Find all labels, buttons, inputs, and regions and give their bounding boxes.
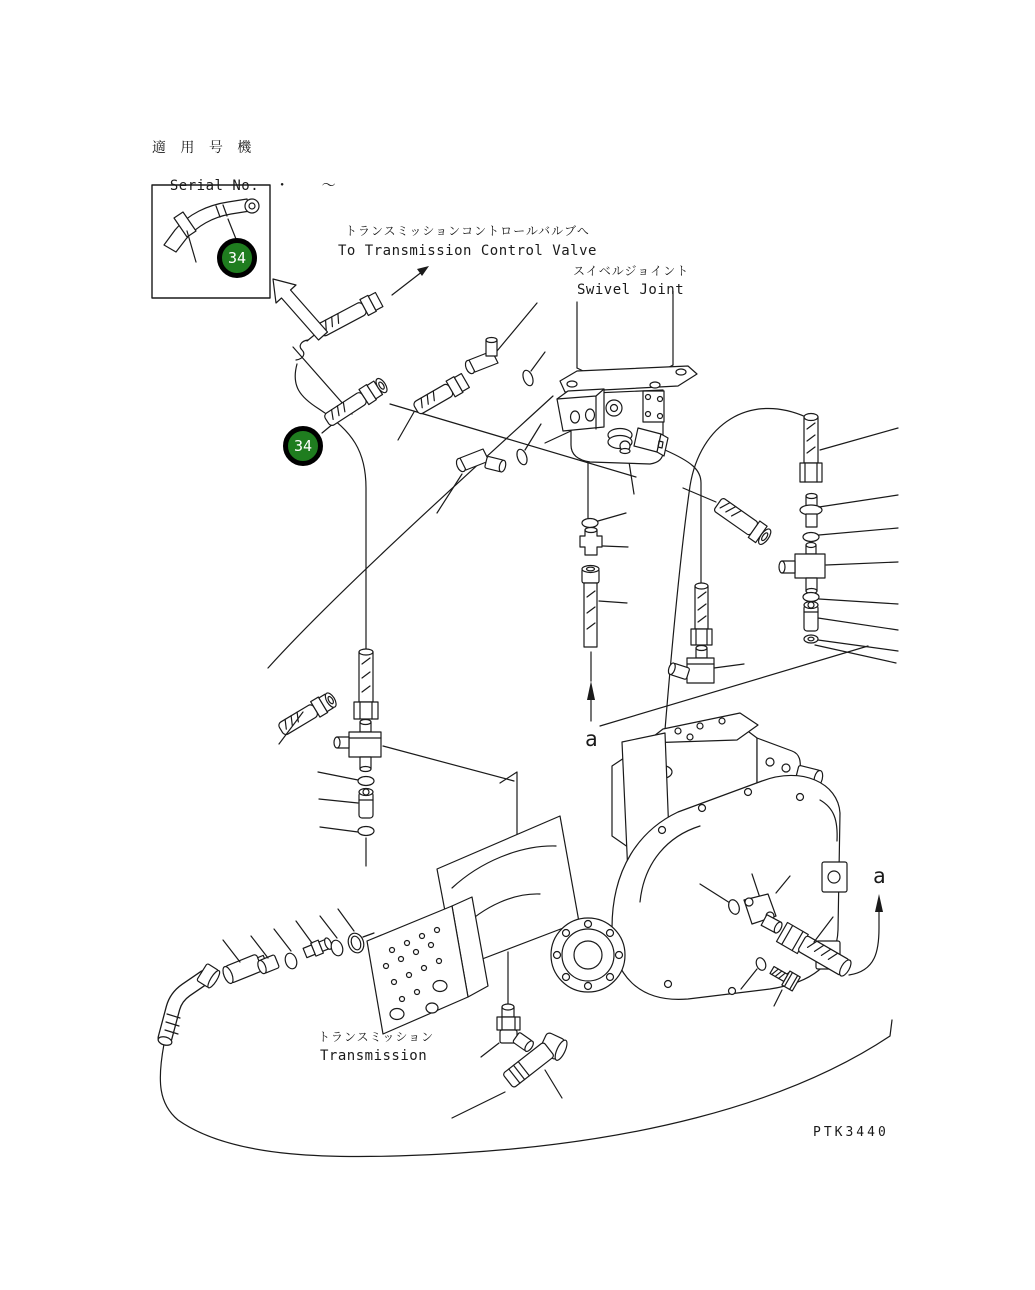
left-fitting-column <box>276 649 381 866</box>
swivel-joint-callout-jp: スイベルジョイント <box>573 264 690 278</box>
o-ring <box>582 519 598 528</box>
o-ring <box>515 448 529 466</box>
control-valve-hose <box>316 266 429 339</box>
valve-plate <box>367 906 468 1034</box>
small-fitting <box>302 936 333 959</box>
center-fitting-column <box>580 513 628 721</box>
view-label-a-right: a <box>873 864 886 888</box>
control-valve-callout-en: To Transmission Control Valve <box>338 243 597 259</box>
o-ring <box>803 593 819 602</box>
bottom-left-hose <box>157 963 221 1046</box>
elbow-fitting <box>455 449 507 473</box>
swivel-joint-drawing <box>557 291 697 464</box>
view-label-a-mid: a <box>585 727 598 751</box>
straight-fitting <box>580 530 602 555</box>
serial-no-range: ・ ～ <box>275 177 348 194</box>
straight-fitting <box>806 514 817 527</box>
elbow-fitting <box>464 338 498 375</box>
right-fitting-column <box>712 414 898 664</box>
transmission-callout-jp: トランスミッション <box>318 1030 435 1044</box>
transmission-callout-en: Transmission <box>320 1048 428 1064</box>
o-ring <box>803 533 819 542</box>
hose-fitting <box>712 496 773 547</box>
flow-lines <box>160 303 892 1157</box>
upper-fittings <box>322 338 535 473</box>
hose-body <box>584 583 597 647</box>
elbow-block <box>795 554 825 578</box>
tee-fitting <box>334 720 381 772</box>
part-balloon-34-inset[interactable]: 34 <box>217 238 257 278</box>
hex-nut <box>800 463 822 482</box>
elbow-block <box>687 658 714 683</box>
view-arrowhead-a <box>875 894 883 912</box>
drawing-number: PTK3440 <box>813 1125 889 1140</box>
o-ring <box>283 952 298 971</box>
hex-nut <box>497 1017 520 1030</box>
right-center-column <box>667 583 744 683</box>
o-ring <box>521 369 535 387</box>
o-ring <box>358 777 374 786</box>
hose-body <box>359 652 373 702</box>
hose-fitting <box>412 373 470 417</box>
serial-no-label: Serial No. <box>169 177 260 194</box>
hose-fitting <box>276 690 338 737</box>
o-ring <box>358 827 374 836</box>
inset-pointer-arrow <box>273 279 328 340</box>
control-valve-callout-jp: トランスミッションコントロールバルブへ <box>345 224 590 238</box>
hex-nut <box>354 702 378 719</box>
applicable-model-label: 適 用 号 機 <box>152 140 255 156</box>
hose-fitting <box>322 376 390 429</box>
serial-no-line <box>152 160 348 195</box>
o-ring <box>329 939 344 958</box>
view-arrowhead-a <box>587 681 595 700</box>
hose-body <box>804 417 818 463</box>
hex-nut <box>691 629 712 645</box>
bottom-parts-row <box>221 909 374 985</box>
bottom-center-fittings <box>452 1004 569 1118</box>
part-balloon-34-main[interactable]: 34 <box>283 426 323 466</box>
swivel-joint-callout-en: Swivel Joint <box>577 282 685 298</box>
